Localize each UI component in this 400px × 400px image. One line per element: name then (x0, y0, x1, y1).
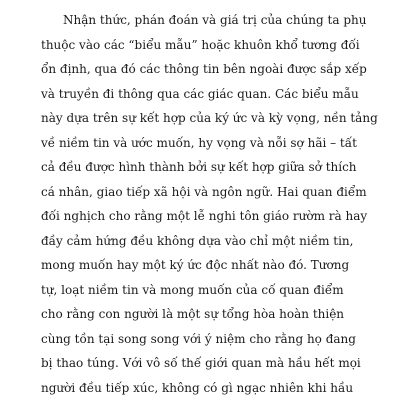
text-line: về niềm tin và ước muốn, hy vọng và nỗi sợ hãi – tất (41, 136, 357, 150)
text-line: đối nghịch cho rằng một lễ nghi tôn giáo rườm rà hay (41, 209, 368, 223)
text-line: thuộc vào các “biểu mẫu” hoặc khuôn khổ tương đối (41, 38, 360, 52)
text-line: cả đều được hình thành bởi sự kết hợp giữa sở thích (41, 160, 357, 174)
text-line: bị thao túng. Với vô số thế giới quan mà hầu hết mọi (41, 356, 361, 370)
text-line: tự, loạt niềm tin và mong muốn của cố quan điểm (41, 283, 344, 297)
text-line: này dựa trên sự kết hợp của ký ức và kỳ vọng, nền tảng (41, 111, 378, 125)
text-line: mong muốn hay một ký ức độc nhất nào đó. Tương (41, 258, 350, 272)
text-line: ổn định, qua đó các thông tin bên ngoài được sắp xếp (41, 62, 367, 76)
text-line: cá nhân, giao tiếp xã hội và ngôn ngữ. Hai quan điểm (41, 185, 367, 199)
text-line: và truyền đi thông qua các giác quan. Các biểu mẫu (41, 87, 359, 101)
text-line: cho rằng con người là một sự tổng hòa hoàn thiện (41, 307, 345, 321)
text-line: Nhận thức, phán đoán và giá trị của chúng ta phụ (63, 13, 367, 27)
text-line: đầy cảm hứng đều không dựa vào chỉ một niềm tin, (41, 234, 354, 248)
text-line: người đều tiếp xúc, không có gì ngạc nhiên khi hầu (41, 381, 354, 395)
text-line: cùng tồn tại song song với ý niệm cho rằng họ đang (41, 332, 356, 346)
